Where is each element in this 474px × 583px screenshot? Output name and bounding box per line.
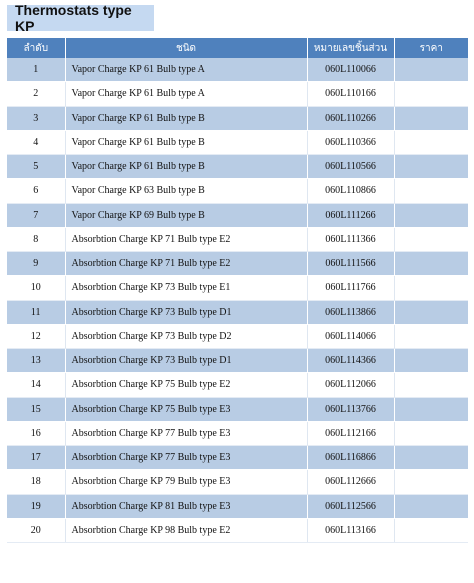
cell-price [394,470,468,494]
cell-price [394,397,468,421]
table-header [7,38,468,58]
cell-name: Absorbtion Charge KP 81 Bulb type E3 [65,494,307,518]
cell-code: 060L110166 [307,82,394,106]
cell-price [394,203,468,227]
table-row [7,227,468,251]
cell-code: 060L110266 [307,106,394,130]
cell-price [394,227,468,251]
cell-name: Vapor Charge KP 61 Bulb type A [65,58,307,82]
cell-no: 3 [7,106,65,130]
cell-code: 060L112066 [307,373,394,397]
cell-name: Vapor Charge KP 61 Bulb type B [65,106,307,130]
table-row [7,494,468,518]
cell-code: 060L112566 [307,494,394,518]
cell-name: Vapor Charge KP 63 Bulb type B [65,179,307,203]
cell-code: 060L112666 [307,470,394,494]
cell-name: Vapor Charge KP 61 Bulb type B [65,130,307,154]
table-row [7,130,468,154]
table-row [7,518,468,542]
cell-name: Absorbtion Charge KP 75 Bulb type E3 [65,397,307,421]
cell-code: 060L111266 [307,203,394,227]
cell-code: 060L114366 [307,349,394,373]
cell-no: 20 [7,518,65,542]
header-price: ราคา [394,38,468,58]
cell-code: 060L111766 [307,276,394,300]
cell-name: Vapor Charge KP 61 Bulb type B [65,155,307,179]
table-row [7,421,468,445]
cell-code: 060L113866 [307,300,394,324]
cell-code: 060L113766 [307,397,394,421]
cell-no: 9 [7,252,65,276]
table-row [7,155,468,179]
cell-price [394,300,468,324]
header-code: หมายเลขชิ้นส่วน [307,38,394,58]
cell-no: 7 [7,203,65,227]
cell-no: 13 [7,349,65,373]
table-row [7,324,468,348]
cell-name: Absorbtion Charge KP 98 Bulb type E2 [65,518,307,542]
cell-name: Absorbtion Charge KP 71 Bulb type E2 [65,252,307,276]
cell-price [394,446,468,470]
cell-price [394,421,468,445]
cell-price [394,494,468,518]
table-row [7,82,468,106]
cell-price [394,276,468,300]
table-row [7,470,468,494]
cell-price [394,130,468,154]
cell-code: 060L111366 [307,227,394,251]
table-row [7,276,468,300]
cell-code: 060L110866 [307,179,394,203]
cell-no: 17 [7,446,65,470]
cell-name: Absorbtion Charge KP 73 Bulb type D1 [65,300,307,324]
cell-name: Absorbtion Charge KP 77 Bulb type E3 [65,446,307,470]
cell-no: 5 [7,155,65,179]
cell-no: 16 [7,421,65,445]
cell-price [394,179,468,203]
table-row [7,58,468,82]
thermostat-table [7,38,468,543]
cell-no: 18 [7,470,65,494]
page-title: Thermostats type KP [7,5,154,31]
cell-name: Absorbtion Charge KP 77 Bulb type E3 [65,421,307,445]
header-name: ชนิด [65,38,307,58]
cell-no: 10 [7,276,65,300]
cell-price [394,518,468,542]
table-row [7,446,468,470]
cell-price [394,82,468,106]
cell-no: 14 [7,373,65,397]
table-row [7,252,468,276]
header-no: ลำดับ [7,38,65,58]
cell-no: 15 [7,397,65,421]
cell-code: 060L110566 [307,155,394,179]
cell-code: 060L110066 [307,58,394,82]
cell-price [394,349,468,373]
table-body [7,58,468,543]
cell-no: 11 [7,300,65,324]
cell-code: 060L113166 [307,518,394,542]
cell-no: 19 [7,494,65,518]
table-row [7,300,468,324]
cell-no: 12 [7,324,65,348]
cell-name: Absorbtion Charge KP 71 Bulb type E2 [65,227,307,251]
cell-no: 2 [7,82,65,106]
cell-no: 8 [7,227,65,251]
cell-name: Vapor Charge KP 61 Bulb type A [65,82,307,106]
cell-name: Absorbtion Charge KP 75 Bulb type E2 [65,373,307,397]
cell-code: 060L110366 [307,130,394,154]
cell-price [394,252,468,276]
cell-code: 060L116866 [307,446,394,470]
cell-code: 060L114066 [307,324,394,348]
cell-price [394,106,468,130]
cell-code: 060L112166 [307,421,394,445]
cell-name: Absorbtion Charge KP 79 Bulb type E3 [65,470,307,494]
cell-price [394,373,468,397]
table-row [7,179,468,203]
table-row [7,397,468,421]
table-row [7,203,468,227]
cell-no: 4 [7,130,65,154]
cell-code: 060L111566 [307,252,394,276]
cell-price [394,324,468,348]
table-row [7,373,468,397]
cell-price [394,58,468,82]
cell-name: Absorbtion Charge KP 73 Bulb type D2 [65,324,307,348]
table-row [7,106,468,130]
cell-name: Absorbtion Charge KP 73 Bulb type E1 [65,276,307,300]
cell-no: 1 [7,58,65,82]
cell-no: 6 [7,179,65,203]
cell-name: Vapor Charge KP 69 Bulb type B [65,203,307,227]
cell-name: Absorbtion Charge KP 73 Bulb type D1 [65,349,307,373]
cell-price [394,155,468,179]
table-row [7,349,468,373]
